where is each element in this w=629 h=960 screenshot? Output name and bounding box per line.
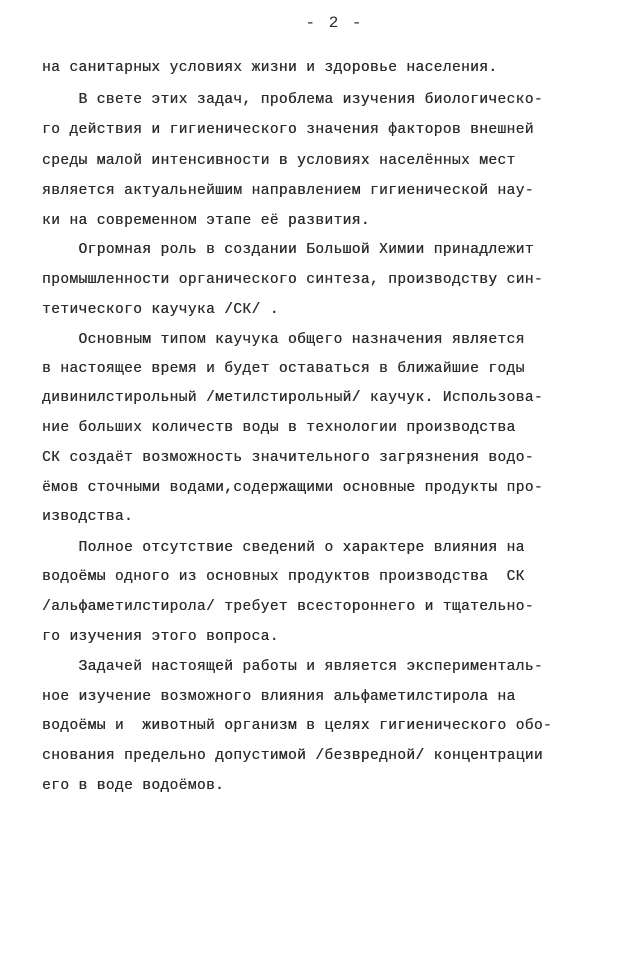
text-line: ное изучение возможного влияния альфаметилстирола на — [42, 689, 516, 705]
text-line: СК создаёт возможность значительного загрязнения водо- — [42, 450, 534, 466]
text-line: го изучения этого вопроса. — [42, 629, 279, 645]
text-line: /альфаметилстирола/ требует всестороннего и тщательно- — [42, 599, 534, 615]
text-line: ки на современном этапе её развития. — [42, 213, 370, 229]
text-line: ёмов сточными водами,содержащими основные продукты про- — [42, 480, 543, 496]
text-line: снования предельно допустимой /безвредной/ концентрации — [42, 748, 543, 764]
text-line: тетического каучука /СК/ . — [42, 302, 279, 318]
text-line: водоёмы и животный организм в целях гигиенического обо- — [42, 718, 553, 734]
text-line: Основным типом каучука общего назначения является — [42, 332, 525, 348]
text-line: Задачей настоящей работы и является эксперименталь- — [42, 659, 543, 675]
text-line: Огромная роль в создании Большой Химии принадлежит — [42, 242, 534, 258]
text-line: дивинилстирольный /метилстирольный/ каучук. Использова- — [42, 390, 543, 406]
text-line: ние больших количеств воды в технологии производства — [42, 420, 516, 436]
text-line: В свете этих задач, проблема изучения биологическо- — [42, 92, 543, 108]
page-number: - 2 - — [305, 14, 364, 32]
text-line: Полное отсутствие сведений о характере влияния на — [42, 540, 525, 556]
text-line: на санитарных условиях жизни и здоровье населения. — [42, 60, 498, 76]
text-line: в настоящее время и будет оставаться в ближайшие годы — [42, 361, 525, 377]
text-line: изводства. — [42, 509, 134, 525]
text-line: является актуальнейшим направлением гигиенической нау- — [42, 183, 534, 199]
text-line: го действия и гигиенического значения факторов внешней — [42, 122, 534, 138]
text-line: его в воде водоёмов. — [42, 778, 225, 794]
text-line: промышленности органического синтеза, производству син- — [42, 272, 543, 288]
text-line: водоёмы одного из основных продуктов производства СК — [42, 569, 525, 585]
text-line: среды малой интенсивности в условиях населённых мест — [42, 153, 516, 169]
